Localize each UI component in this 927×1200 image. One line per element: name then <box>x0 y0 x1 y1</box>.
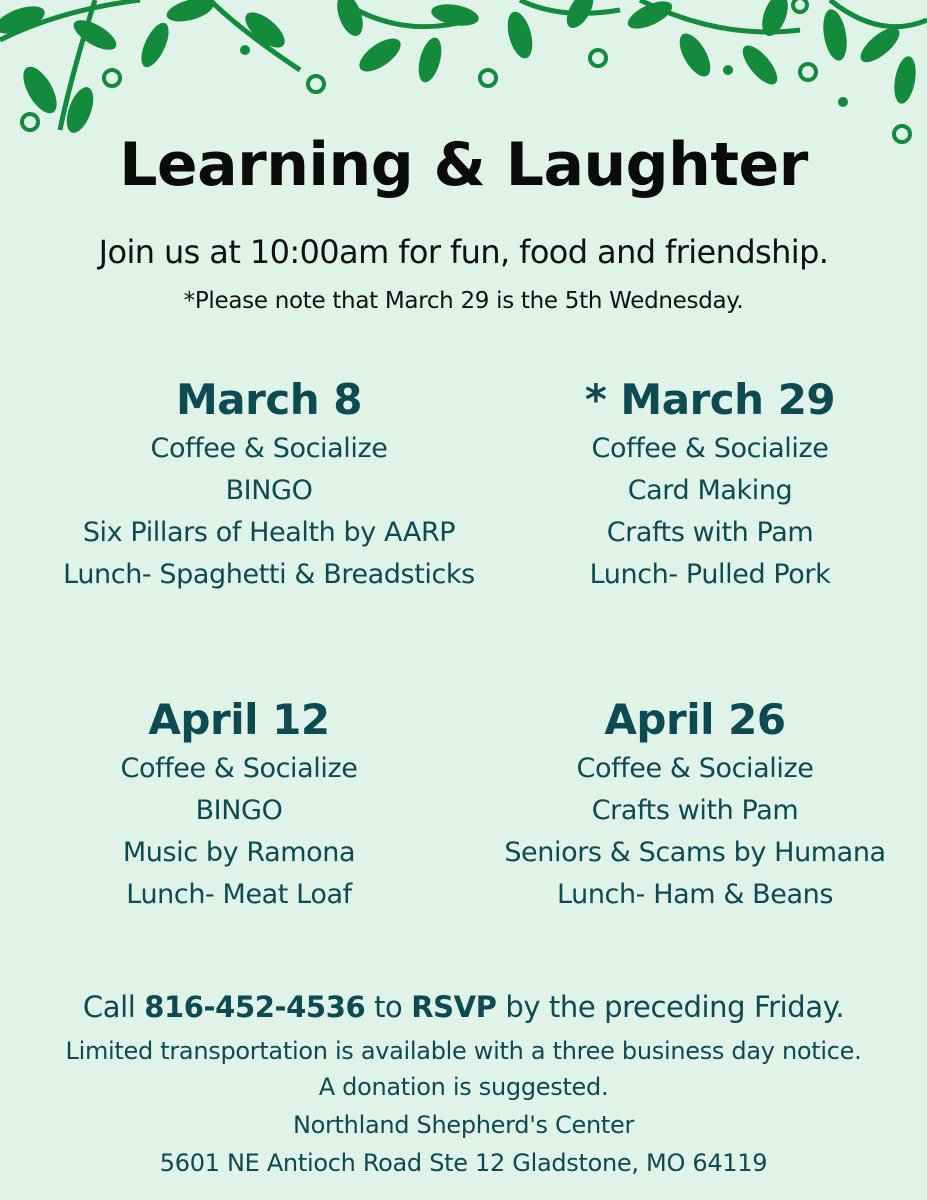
event-item: Six Pillars of Health by AARP <box>82 517 456 548</box>
event-item: Crafts with Pam <box>591 795 799 826</box>
event-item: Lunch- Ham & Beans <box>556 879 834 910</box>
phone-number: 816-452-4536 <box>144 990 366 1024</box>
donation-note: A donation is suggested. <box>318 1073 609 1101</box>
event-item: BINGO <box>225 475 313 506</box>
event-march-8 <box>14 372 524 596</box>
note: *Please note that March 29 is the 5th Wednesday. <box>183 288 744 314</box>
rsvp-word: RSVP <box>411 990 497 1024</box>
transport-note: Limited transportation is available with a three business day notice. <box>65 1037 862 1065</box>
event-item: Coffee & Socialize <box>576 753 814 784</box>
event-april-26 <box>440 692 927 916</box>
rsvp-suffix: by the preceding Friday. <box>496 990 845 1024</box>
event-date: March 8 <box>176 375 362 424</box>
event-item: Crafts with Pam <box>606 517 814 548</box>
event-date: April 26 <box>604 695 786 744</box>
event-item: Coffee & Socialize <box>150 433 388 464</box>
event-march-29 <box>455 372 927 596</box>
event-item: Music by Ramona <box>122 837 356 868</box>
event-item: Lunch- Meat Loaf <box>126 879 352 910</box>
rsvp-line <box>0 990 927 1024</box>
page-title: Learning & Laughter <box>119 130 808 200</box>
event-date: April 12 <box>148 695 330 744</box>
rsvp-middle: to <box>365 990 412 1024</box>
organization-name: Northland Shepherd's Center <box>292 1111 635 1139</box>
event-date: * March 29 <box>584 375 836 424</box>
event-item: Coffee & Socialize <box>120 753 358 784</box>
subtitle: Join us at 10:00am for fun, food and friendship. <box>98 233 829 271</box>
event-april-12 <box>0 692 494 916</box>
event-item: Lunch- Pulled Pork <box>589 559 831 590</box>
address: 5601 NE Antioch Road Ste 12 Gladstone, MO 64119 <box>159 1149 768 1177</box>
event-item: Seniors & Scams by Humana <box>504 837 886 868</box>
event-item: Lunch- Spaghetti & Breadsticks <box>63 559 475 590</box>
event-item: BINGO <box>195 795 283 826</box>
event-item: Card Making <box>627 475 793 506</box>
event-item: Coffee & Socialize <box>591 433 829 464</box>
rsvp-prefix: Call <box>82 990 145 1024</box>
